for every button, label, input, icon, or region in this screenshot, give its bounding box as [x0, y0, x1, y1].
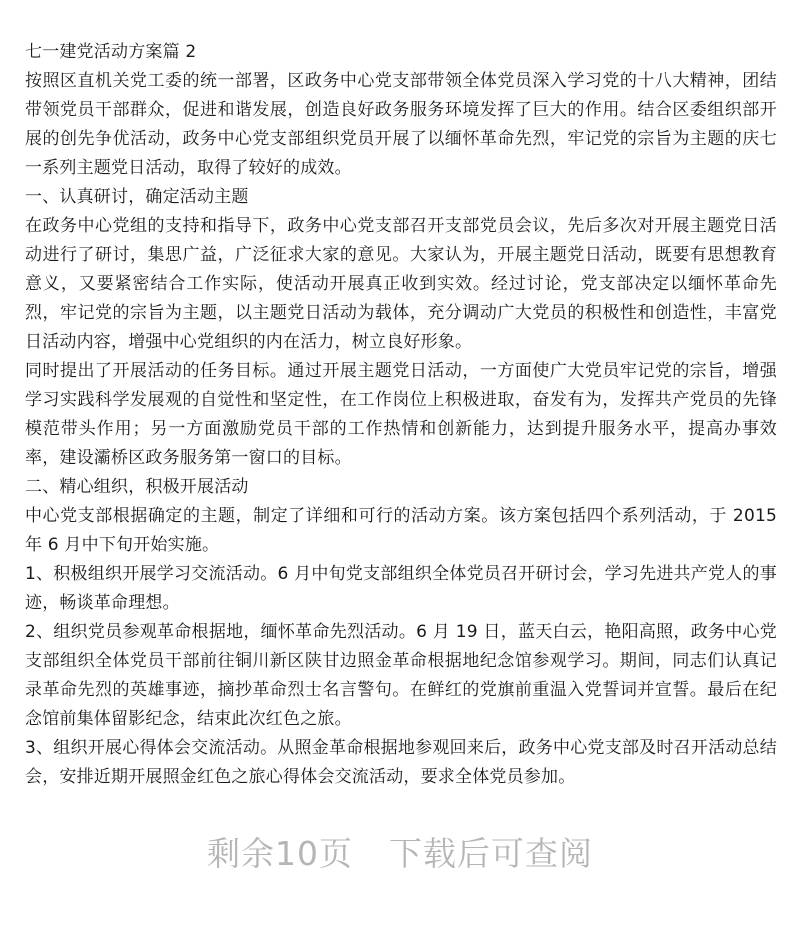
section-heading: 二、精心组织，积极开展活动: [25, 477, 249, 497]
download-banner[interactable]: [0, 828, 800, 875]
paragraph: 中心党支部根据确定的主题，制定了详细和可行的活动方案。该方案包括四个系列活动，于 2015 年 6 月中下旬开始实施。: [25, 506, 777, 555]
remaining-pages-label: 剩余10页: [207, 834, 353, 873]
document-title: 七一建党活动方案篇 2: [25, 42, 197, 62]
list-item: 3、组织开展心得体会交流活动。从照金革命根据地参观回来后，政务中心党支部及时召开活动总结会，安排近期开展照金红色之旅心得体会交流活动，要求全体党员参加。: [25, 738, 777, 787]
paragraph: 同时提出了开展活动的任务目标。通过开展主题党日活动，一方面使广大党员牢记党的宗旨，增强学习实践科学发展观的自觉性和坚定性，在工作岗位上积极进取，奋发有为，发挥共产党员的先锋模范带头作用；另一方面激励党员干部的工作热情和创新能力，达到提升服务水平，提高办事效率，建设灞桥区政务服务第一窗口的目标。: [25, 361, 777, 468]
list-item: 2、组织党员参观革命根据地，缅怀革命先烈活动。6 月 19 日，蓝天白云，艳阳高照，政务中心党支部组织全体党员干部前往铜川新区陕甘边照金革命根据地纪念馆参观学习。期间，同志们认真记录革命先烈的英雄事迹，摘抄革命烈士名言警句。在鲜红的党旗前重温入党誓词并宣誓。最后在纪念馆前集体留影纪念，结束此次红色之旅。: [25, 622, 777, 729]
section-heading: 一、认真研讨，确定活动主题: [25, 187, 249, 207]
list-item: 1、积极组织开展学习交流活动。6 月中旬党支部组织全体党员召开研讨会，学习先进共产党人的事迹，畅谈革命理想。: [25, 564, 777, 613]
download-hint-label: 下载后可查阅: [389, 834, 593, 873]
paragraph: 在政务中心党组的支持和指导下，政务中心党支部召开支部党员会议，先后多次对开展主题党日活动进行了研讨，集思广益，广泛征求大家的意见。大家认为，开展主题党日活动，既要有思想教育意义，又要紧密结合工作实际，使活动开展真正收到实效。经过讨论，党支部决定以缅怀革命先烈，牢记党的宗旨为主题，以主题党日活动为载体，充分调动广大党员的积极性和创造性，丰富党日活动内容，增强中心党组织的内在活力，树立良好形象。: [25, 216, 777, 352]
paragraph: 按照区直机关党工委的统一部署，区政务中心党支部带领全体党员深入学习党的十八大精神，团结带领党员干部群众，促进和谐发展，创造良好政务服务环境发挥了巨大的作用。结合区委组织部开展的创先争优活动，政务中心党支部组织党员开展了以缅怀革命先烈，牢记党的宗旨为主题的庆七一系列主题党日活动，取得了较好的成效。: [25, 71, 777, 178]
document-body: [25, 38, 777, 792]
